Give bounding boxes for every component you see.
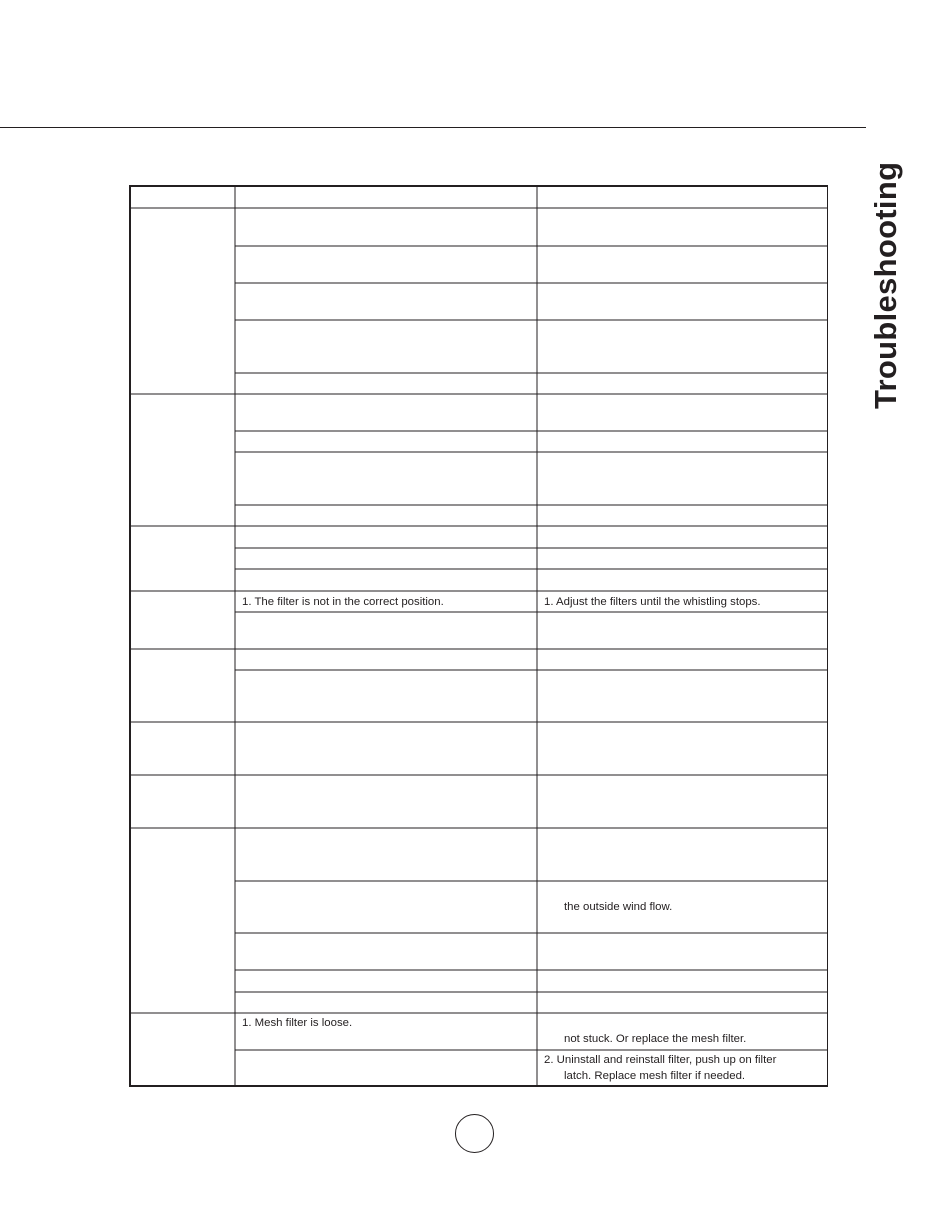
page-number-circle <box>455 1114 494 1153</box>
solution-reinstall-filter-cont: latch. Replace mesh filter if needed. <box>564 1070 746 1082</box>
cause-mesh-filter-loose: 1. Mesh filter is loose. <box>242 1017 353 1029</box>
solution-mesh-filter-cont: not stuck. Or replace the mesh filter. <box>564 1033 747 1045</box>
section-title: Troubleshooting <box>868 161 903 409</box>
solution-outside-wind-flow: the outside wind flow. <box>564 901 673 913</box>
solution-reinstall-filter: 2. Uninstall and reinstall filter, push up on filter <box>544 1054 777 1066</box>
troubleshooting-table <box>129 185 828 1087</box>
solution-adjust-filters: 1. Adjust the filters until the whistling stops. <box>544 596 761 608</box>
cause-filter-position: 1. The filter is not in the correct position. <box>242 596 444 608</box>
header-rule <box>0 127 866 128</box>
